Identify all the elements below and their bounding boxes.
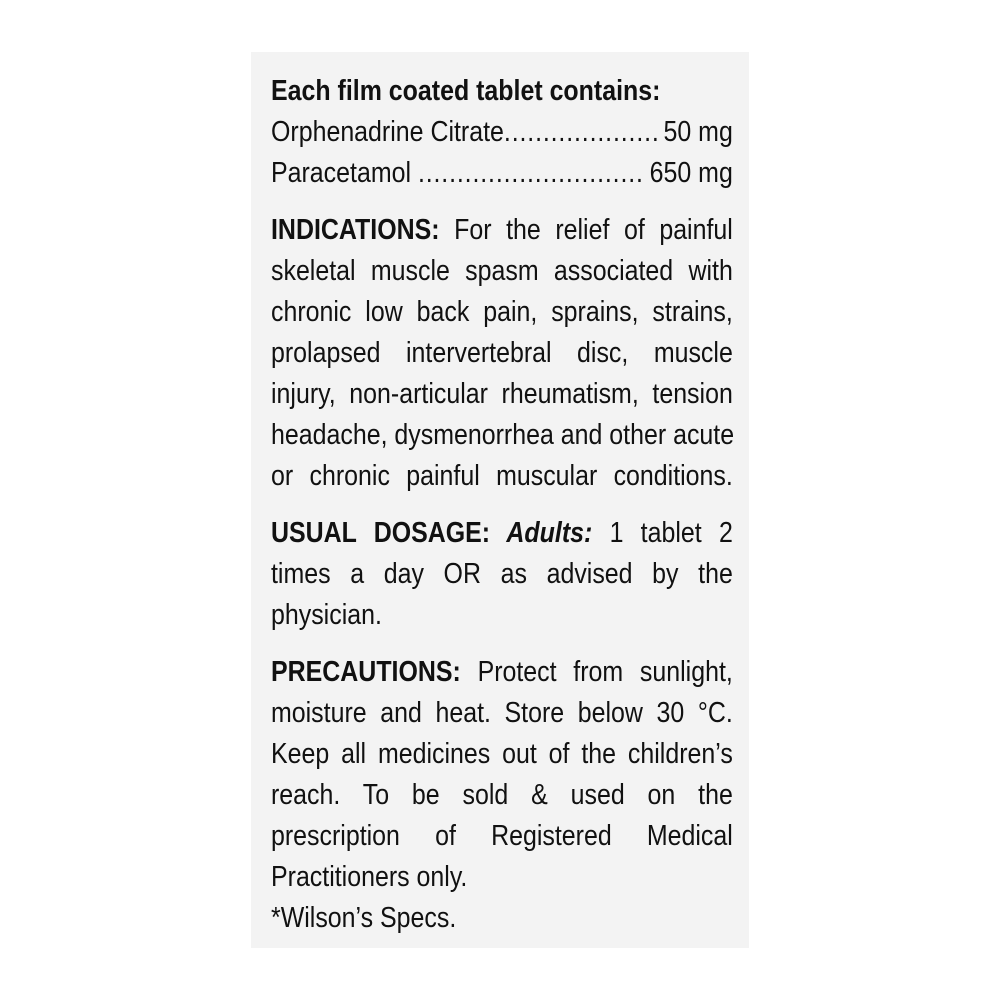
indications-heading: INDICATIONS: [271,214,440,246]
precautions-line: Keep all medicines out of the children’s [271,738,733,770]
indications-line: headache, dysmenorrhea and other acute [271,419,735,451]
ingredient-amount: 50 mg [663,116,733,148]
precautions-line: prescription of Registered Medical [271,820,733,852]
dosage-heading: USUAL DOSAGE: [271,517,491,549]
specs-footnote: *Wilson’s Specs. [271,902,457,934]
indications-line: chronic low back pain, sprains, strains, [271,296,733,328]
indications-line: skeletal muscle spasm associated with [271,255,733,287]
precautions-line: reach. To be sold & used on the [271,779,733,811]
dosage-text: 1 tablet 2 [592,517,733,549]
ingredient-name: Paracetamol [271,157,418,189]
ingredient-amount: 650 mg [649,157,733,189]
ingredient-row [271,112,733,153]
ingredient-row [271,153,733,194]
indications-line: injury, non-articular rheumatism, tension [271,378,733,410]
label-content [271,71,733,939]
ingredient-name: Orphenadrine Citrate [271,116,504,148]
ingredient-leader-dots: .................... [503,116,660,148]
indications-line: prolapsed intervertebral disc, muscle [271,337,733,369]
precautions-line [271,652,733,693]
precautions-line: Practitioners only. [271,861,468,893]
indications-text: For the relief of painful [439,214,733,246]
section-gap [271,636,733,652]
section-gap [271,497,733,513]
composition-heading [271,71,733,112]
dosage-adults-label: Adults: [490,517,593,549]
precautions-text: Protect from sunlight, [460,656,733,688]
indications-line: or chronic painful muscular conditions. [271,460,733,492]
dosage-line [271,513,733,554]
medicine-label-panel [251,52,749,948]
precautions-line: moisture and heat. Store below 30 °C. [271,697,733,729]
label-text-block [271,71,733,939]
precautions-heading: PRECAUTIONS: [271,656,461,688]
ingredient-leader-dots: ............................. [417,157,644,189]
dosage-line: physician. [271,599,382,631]
section-gap [271,194,733,210]
composition-heading-text: Each film coated tablet contains: [271,75,661,107]
indications-line [271,210,733,251]
dosage-line: times a day OR as advised by the [271,558,733,590]
